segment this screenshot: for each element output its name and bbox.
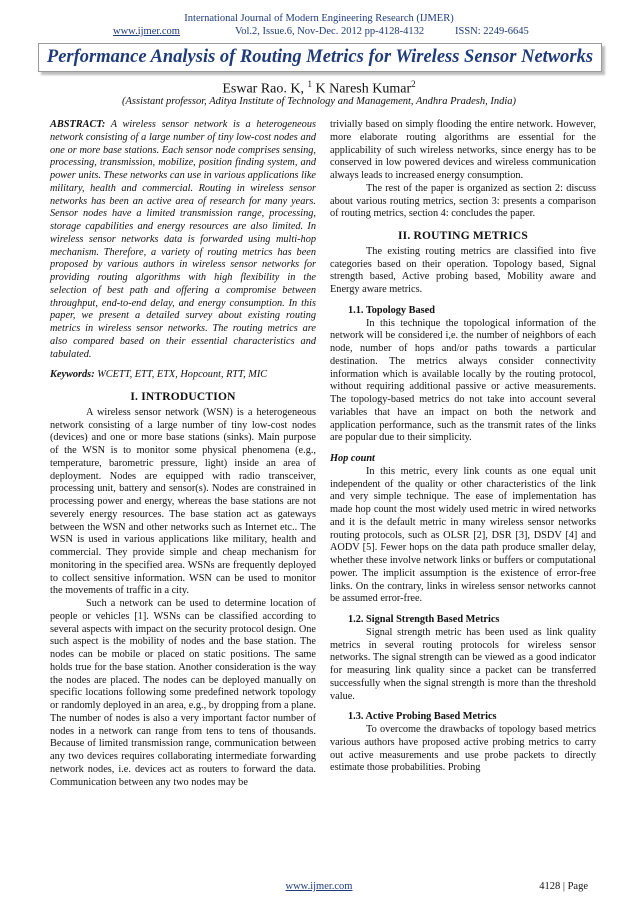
subsection-heading-topology: 1.1. Topology Based — [348, 304, 435, 316]
intro-paragraph-2: Such a network can be used to determine location of people or vehicles [1]. WSNs can be classified according to several aspects with impact on the security protocol design. One such aspect is the mobility of nodes and the base station. The nodes can be mobile or placed on static positions. The same holds true for the base station. Another consideration is the way the nodes are placed. The nodes can be deployed manually on specific locations following some predefined network topology or randomly deployed in an area, e.g., by dropping from a plane. The number of nodes is also a very important factor number of nodes in a network can range from tens to tens of thousands. Because of limited transmission range, communication between any two devices requires collaborating intermediate forwarding network nodes, i.e. devices act as routers to forward the data. Communication between any two nodes may be — [50, 598, 316, 788]
journal-issn: ISSN: 2249-6645 — [455, 26, 529, 37]
intro-paragraph-1: A wireless sensor network (WSN) is a heterogeneous network consisting of a large number of tiny low-cost nodes (devices) and one or more base stations (sinks). Main purpose of the WSN is to monitor some physical phenomena (e.g., temperature, barometric pressure, light) inside an area of deployment. Nodes are equipped with radio transceiver, processing unit, battery and sensor(s). Nodes are constrained in processing power and energy, whereas the base stations are not severely energy resources. The base station act as gateways between the WSN and other networks such as Internet etc.. The WSN is used in various applications like military, health and commercial. They provide simple and cheap mechanism for monitoring in the specified area. WSNs are frequently deployed to collect sensitive information. WSN can be used to monitor the movements of traffic in a city. — [50, 406, 316, 597]
routing-metrics-paragraph: The existing routing metrics are classified into five categories based on their operation. Topology based, Signal strength based, Active probing based, Mobility aware and Energy aware metrics. — [330, 245, 596, 295]
author-2: K Naresh Kumar — [315, 81, 412, 97]
hop-count-paragraph: In this metric, every link counts as one equal unit independent of the quality or other characteristics of the link and very simple technique. The ease of implementation has made hop count the most widely used metric in wired networks and it is the default metric in many wireless sensor networks routing protocols, such as OLSR [2], DSR [3], DSDV [4] and AODV [5]. Fewer hops on the data path produce smaller delay, whether these involve network links or buffers or computational power. The implicit assumption is the existence of error-free links. On the contrary, links in wireless sensor networks cannot be assumed error-free. — [330, 465, 596, 605]
keywords-text: WCETT, ETT, ETX, Hopcount, RTT, MIC — [94, 369, 268, 381]
page-number: 4128 | Page — [539, 881, 588, 892]
author-sup-2: 2 — [411, 79, 416, 89]
abstract-text: A wireless sensor network is a heterogeneous network consisting of a large number of tiny low-cost nodes and one or more base stations. Each sensor node comprises sensing, processing, transmission, mobilize, position finding system, and power units. These networks can use in various applications like military, health and commercial. Routing in wireless sensor networks has been an active area of research for many years. Sensor nodes have a limited transmission range, processing, storage capabilities and energy resources are also limited. In wireless sensor networks data is forwarded using multi-hop mechanism. Therefore, a variety of routing metrics has been proposed by various authors in wireless sensor networks for providing routing algorithms with high flexibility in the selection of best path and offering a compromise between throughput, end-to-end delay, and energy consumption. In this paper, we present a detailed survey about existing routing metrics in wireless sensor networks. The routing metrics are also compared based on their essential characteristics and tabulated. — [50, 119, 316, 360]
section-heading-routing-metrics: II. ROUTING METRICS — [397, 230, 528, 242]
topology-paragraph: In this technique the topological information of the network will be considered i,e. the number of neighbors of each node, number of hops and/or paths towards a particular destination. The metrics always consider connectivity information which is available locally by the routing protocol, without requiring additional passive or active measurements. The topology-based metrics do not take into account several variables that have an impact on both the network and application performance, such as the transmit rates of the links are popular due to their simplicity. — [330, 317, 596, 444]
active-probing-paragraph: To overcome the drawbacks of topology based metrics various authors have proposed active probing metrics to carry out active measurements and use probe packets to directly estimate those probabilities. Probing — [330, 724, 596, 774]
author-sup-1: 1 — [307, 79, 312, 89]
signal-strength-paragraph: Signal strength metric has been used as link quality metrics in several routing protocols for wireless sensor networks. The signal strength can be viewed as a good indicator for measuring link quality since a packet can be transferred successfully when the signal strength is more than the threshold value. — [330, 626, 596, 702]
abstract-label: ABSTRACT: — [50, 119, 106, 130]
journal-name: International Journal of Modern Engineering Research (IJMER) — [184, 13, 454, 24]
keywords — [50, 369, 316, 382]
subsection-heading-active-probing: 1.3. Active Probing Based Metrics — [348, 711, 497, 723]
organization-paragraph: The rest of the paper is organized as section 2: discuss about various routing metrics, section 3: presents a comparison of routing metrics, section 4: concludes the paper. — [330, 182, 596, 220]
affiliation: (Assistant professor, Aditya Institute of Technology and Management, Andhra Pradesh, India) — [121, 96, 517, 107]
continued-paragraph: trivially based on simply flooding the entire network. However, more elaborate routing algorithms are essential for the applicability of such wireless networks, since energy has to be conserved in low powered devices and wireless communication always leads to increased energy consumption. — [330, 119, 596, 181]
hop-count-heading: Hop count — [330, 453, 375, 464]
journal-volume: Vol.2, Issue.6, Nov-Dec. 2012 pp-4128-4132 — [235, 26, 425, 37]
title-box — [38, 43, 602, 72]
subsection-heading-signal-strength: 1.2. Signal Strength Based Metrics — [348, 614, 500, 625]
paper-title: Performance Analysis of Routing Metrics for Wireless Sensor Networks — [46, 47, 594, 67]
left-column — [50, 119, 316, 789]
right-column — [330, 119, 596, 775]
section-heading-introduction: I. INTRODUCTION — [130, 391, 236, 403]
footer-site-link[interactable]: www.ijmer.com — [285, 881, 353, 892]
keywords-label: Keywords: — [50, 369, 95, 381]
abstract — [50, 119, 316, 361]
journal-site-link[interactable]: www.ijmer.com — [113, 26, 180, 37]
author-1: Eswar Rao. K, — [222, 81, 304, 97]
